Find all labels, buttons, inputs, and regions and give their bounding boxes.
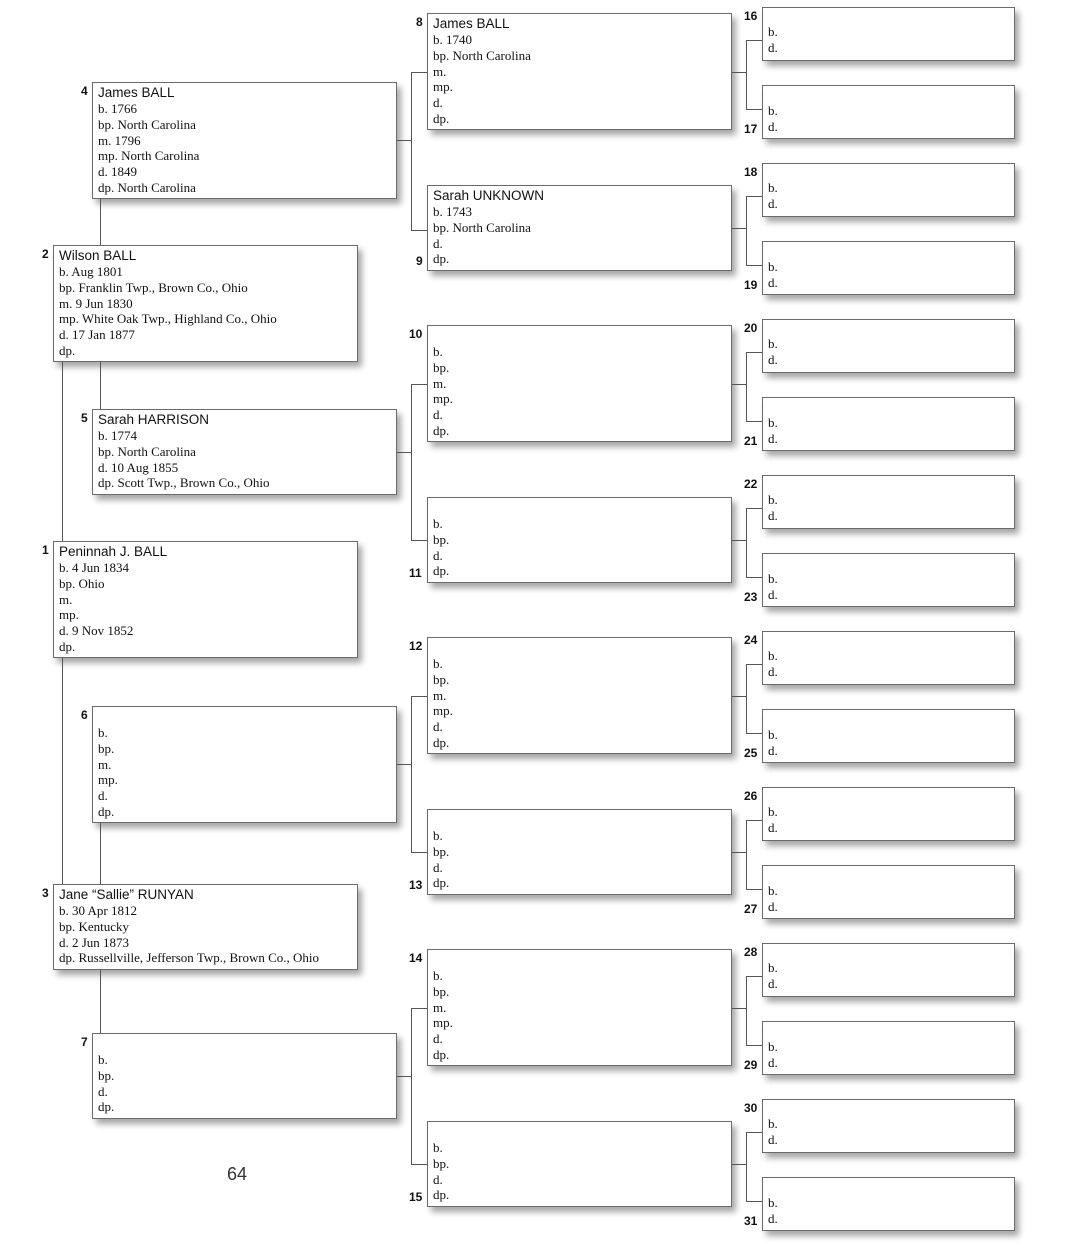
person-number-22: 22 [744, 477, 758, 491]
connector-line [411, 852, 427, 853]
connector-line [746, 352, 762, 353]
person-detail-line: d. [768, 1210, 778, 1226]
person-box-3 [53, 884, 358, 970]
person-detail-line: d. [433, 235, 443, 251]
page-number: 64 [227, 1164, 248, 1184]
connector-line [746, 109, 762, 110]
person-number-7: 7 [81, 1035, 88, 1049]
connector-line [411, 696, 412, 852]
person-detail-line: mp. [433, 1015, 453, 1031]
person-detail-line: bp. [433, 671, 450, 687]
connector-line [411, 540, 427, 541]
person-detail-line: d. [768, 507, 778, 523]
person-detail-line: dp. [433, 734, 450, 750]
connector-line [100, 362, 101, 409]
person-detail-line: bp. [433, 531, 450, 547]
person-number-11: 11 [409, 566, 422, 580]
person-detail-line: dp. [433, 110, 450, 126]
person-box-25 [762, 709, 1015, 763]
connector-line [746, 664, 747, 733]
person-detail-line: mp. [433, 79, 453, 95]
person-box-21 [762, 397, 1015, 451]
person-detail-line: b. [768, 804, 778, 819]
connector-line [397, 764, 411, 765]
person-detail-line: dp. Scott Twp., Brown Co., Ohio [98, 475, 270, 491]
person-box-27 [762, 865, 1015, 919]
person-box-17 [762, 85, 1015, 139]
connector-line [746, 265, 762, 266]
person-box-14 [427, 949, 732, 1066]
person-box-6 [92, 706, 397, 823]
person-box-13 [427, 809, 732, 895]
connector-line [411, 1164, 427, 1165]
person-number-10: 10 [409, 327, 423, 341]
person-detail-line: b. [433, 516, 443, 531]
person-detail-line: dp. [59, 342, 76, 358]
person-detail-line: dp. [98, 803, 115, 819]
person-detail-line: d. [433, 95, 443, 111]
person-box-8 [427, 13, 732, 130]
connector-line [397, 140, 411, 141]
person-detail-line: b. [768, 727, 778, 742]
person-box-15 [427, 1121, 732, 1207]
person-detail-line: d. [768, 351, 778, 367]
person-name: Peninnah J. BALL [59, 544, 168, 559]
person-detail-line: d. [768, 430, 778, 446]
person-detail-line: b. [433, 968, 443, 983]
person-number-27: 27 [744, 902, 758, 916]
connector-line [100, 823, 101, 884]
person-number-21: 21 [744, 434, 758, 448]
person-number-24: 24 [744, 633, 758, 647]
person-box-18 [762, 163, 1015, 217]
person-detail-line: d. [768, 663, 778, 679]
person-name: Sarah HARRISON [98, 412, 210, 427]
person-detail-line: d. [433, 1171, 443, 1187]
person-number-12: 12 [409, 639, 423, 653]
connector-line [746, 508, 762, 509]
connector-line [411, 1008, 427, 1009]
connector-line [746, 421, 762, 422]
person-box-12 [427, 637, 732, 754]
person-box-31 [762, 1177, 1015, 1231]
person-detail-line: b. [433, 1140, 443, 1155]
person-detail-line: bp. Ohio [59, 575, 105, 591]
person-detail-line: dp. [98, 1099, 115, 1115]
person-box-4 [92, 82, 397, 199]
person-detail-line: bp. [433, 359, 450, 375]
person-name: Sarah UNKNOWN [433, 188, 545, 203]
person-number-2: 2 [42, 247, 49, 261]
person-detail-line: d. [433, 719, 443, 735]
connector-line [746, 976, 762, 977]
person-detail-line: b. [768, 883, 778, 898]
person-box-20 [762, 319, 1015, 373]
person-detail-line: d. [768, 195, 778, 211]
person-detail-line: b. [768, 1039, 778, 1054]
connector-line [411, 72, 427, 73]
person-detail-line: bp. Franklin Twp., Brown Co., Ohio [59, 279, 248, 295]
connector-line [746, 976, 747, 1045]
person-detail-line: d. [768, 819, 778, 835]
person-detail-line: d. 2 Jun 1873 [59, 934, 130, 950]
person-name: James BALL [98, 85, 175, 100]
person-detail-line: dp. [433, 1187, 450, 1203]
connector-line [746, 577, 762, 578]
person-number-20: 20 [744, 321, 758, 335]
connector-line [732, 852, 746, 853]
connector-line [62, 658, 63, 884]
person-number-16: 16 [744, 9, 758, 23]
person-detail-line: b. [98, 725, 108, 740]
person-detail-line: d. [433, 547, 443, 563]
person-detail-line: b. [768, 648, 778, 663]
connector-line [411, 230, 427, 231]
person-detail-line: bp. [433, 983, 450, 999]
person-box-29 [762, 1021, 1015, 1075]
person-detail-line: b. [768, 336, 778, 351]
person-box-26 [762, 787, 1015, 841]
person-detail-line: b. [98, 1052, 108, 1067]
person-detail-line: m. [98, 756, 112, 772]
person-number-8: 8 [416, 15, 423, 29]
person-detail-line: d. 1849 [98, 164, 137, 180]
person-number-15: 15 [409, 1190, 423, 1204]
person-detail-line: d. [768, 742, 778, 758]
person-detail-line: mp. [433, 391, 453, 407]
person-detail-line: mp. North Carolina [98, 148, 200, 164]
person-number-9: 9 [416, 254, 423, 268]
connector-line [746, 40, 762, 41]
person-box-10 [427, 325, 732, 442]
person-number-23: 23 [744, 590, 758, 604]
person-detail-line: d. [433, 1031, 443, 1047]
connector-line [746, 820, 747, 889]
person-box-22 [762, 475, 1015, 529]
connector-line [62, 362, 63, 541]
person-name: Jane “Sallie” RUNYAN [59, 887, 194, 902]
person-detail-line: m. [433, 687, 447, 703]
person-detail-line: bp. [433, 843, 450, 859]
person-detail-line: d. [768, 1054, 778, 1070]
person-detail-line: d. 10 Aug 1855 [98, 459, 179, 475]
person-box-7 [92, 1033, 397, 1119]
person-detail-line: b. [768, 180, 778, 195]
person-detail-line: mp. White Oak Twp., Highland Co., Ohio [59, 311, 277, 327]
person-number-1: 1 [42, 543, 49, 557]
person-detail-line: d. 17 Jan 1877 [59, 327, 135, 343]
person-detail-line: b. [768, 1116, 778, 1131]
person-detail-line: d. [768, 975, 778, 991]
connector-line [411, 384, 412, 540]
person-detail-line: m. 9 Jun 1830 [59, 295, 133, 311]
connector-line [411, 72, 412, 230]
person-number-19: 19 [744, 278, 758, 292]
person-detail-line: bp. Kentucky [59, 918, 130, 934]
person-box-19 [762, 241, 1015, 295]
person-name: James BALL [433, 16, 510, 31]
person-detail-line: b. 4 Jun 1834 [59, 560, 130, 575]
connector-line [746, 196, 747, 265]
person-detail-line: b. 1740 [433, 32, 472, 47]
person-number-14: 14 [409, 951, 423, 965]
connector-line [746, 352, 747, 421]
person-box-9 [427, 185, 732, 271]
connector-line [746, 820, 762, 821]
person-number-17: 17 [744, 122, 758, 136]
person-detail-line: b. 1774 [98, 428, 137, 443]
person-detail-line: bp. [433, 1155, 450, 1171]
connector-line [746, 1045, 762, 1046]
person-detail-line: b. [768, 571, 778, 586]
person-number-28: 28 [744, 945, 758, 959]
person-number-30: 30 [744, 1101, 758, 1115]
person-detail-line: d. [768, 118, 778, 134]
person-detail-line: dp. [433, 1046, 450, 1062]
person-detail-line: b. [433, 828, 443, 843]
connector-line [100, 970, 101, 1033]
person-detail-line: b. 1743 [433, 204, 472, 219]
person-detail-line: b. [768, 259, 778, 274]
person-box-24 [762, 631, 1015, 685]
person-name: Wilson BALL [59, 248, 137, 263]
connector-line [732, 1008, 746, 1009]
person-number-3: 3 [42, 886, 49, 900]
connector-line [397, 1076, 411, 1077]
person-box-28 [762, 943, 1015, 997]
person-detail-line: d. [768, 898, 778, 914]
person-detail-line: mp. [98, 772, 118, 788]
person-detail-line: d. [433, 407, 443, 423]
person-number-26: 26 [744, 789, 758, 803]
person-detail-line: b. [768, 103, 778, 118]
person-box-16 [762, 7, 1015, 61]
person-detail-line: dp. [433, 251, 450, 267]
person-box-1 [53, 541, 358, 658]
person-detail-line: bp. North Carolina [98, 116, 196, 132]
connector-line [746, 889, 762, 890]
person-detail-line: m. 1796 [98, 132, 141, 148]
connector-line [411, 384, 427, 385]
connector-line [732, 1164, 746, 1165]
person-detail-line: mp. [59, 607, 79, 623]
person-detail-line: b. 1766 [98, 101, 137, 116]
connector-line [100, 199, 101, 245]
person-detail-line: m. [433, 63, 447, 79]
person-number-31: 31 [744, 1214, 758, 1228]
connector-line [746, 40, 747, 109]
person-detail-line: b. 30 Apr 1812 [59, 903, 137, 918]
person-detail-line: mp. [433, 703, 453, 719]
person-detail-line: bp. North Carolina [433, 47, 531, 63]
person-detail-line: d. [433, 859, 443, 875]
person-detail-line: b. Aug 1801 [59, 264, 123, 279]
connector-line [732, 384, 746, 385]
person-detail-line: b. [768, 960, 778, 975]
person-detail-line: dp. North Carolina [98, 179, 196, 195]
person-detail-line: dp. [433, 563, 450, 579]
connector-line [397, 452, 411, 453]
connector-line [746, 196, 762, 197]
person-detail-line: d. 9 Nov 1852 [59, 623, 134, 639]
connector-line [732, 696, 746, 697]
person-detail-line: dp. Russellville, Jefferson Twp., Brown Co., Ohio [59, 950, 320, 966]
connector-line [411, 696, 427, 697]
connector-line [732, 540, 746, 541]
person-number-5: 5 [81, 411, 88, 425]
person-detail-line: b. [433, 344, 443, 359]
person-box-5 [92, 409, 397, 495]
connector-line [746, 664, 762, 665]
connector-line [746, 733, 762, 734]
person-detail-line: b. [768, 1195, 778, 1210]
person-number-29: 29 [744, 1058, 758, 1072]
connector-line [732, 72, 746, 73]
person-detail-line: b. [433, 656, 443, 671]
person-number-18: 18 [744, 165, 758, 179]
person-detail-line: m. [433, 375, 447, 391]
person-detail-line: d. [768, 274, 778, 290]
person-detail-line: b. [768, 492, 778, 507]
person-detail-line: dp. [59, 638, 76, 654]
person-box-2 [53, 245, 358, 362]
person-detail-line: dp. [433, 422, 450, 438]
person-detail-line: d. [98, 1083, 108, 1099]
person-detail-line: b. [768, 415, 778, 430]
person-detail-line: b. [768, 24, 778, 39]
connector-line [746, 1201, 762, 1202]
connector-line [732, 228, 746, 229]
person-detail-line: bp. [98, 740, 115, 756]
person-box-23 [762, 553, 1015, 607]
person-number-4: 4 [81, 84, 88, 98]
connector-line [746, 1132, 762, 1133]
connector-line [746, 1132, 747, 1201]
person-detail-line: d. [768, 1131, 778, 1147]
person-detail-line: bp. North Carolina [433, 219, 531, 235]
person-detail-line: bp. [98, 1067, 115, 1083]
person-detail-line: dp. [433, 875, 450, 891]
person-detail-line: d. [768, 586, 778, 602]
person-detail-line: d. [98, 788, 108, 804]
person-box-11 [427, 497, 732, 583]
person-number-25: 25 [744, 746, 758, 760]
person-detail-line: m. [433, 999, 447, 1015]
person-detail-line: d. [768, 39, 778, 55]
person-detail-line: m. [59, 591, 73, 607]
person-box-30 [762, 1099, 1015, 1153]
connector-line [746, 508, 747, 577]
person-number-13: 13 [409, 878, 423, 892]
person-detail-line: bp. North Carolina [98, 443, 196, 459]
connector-line [411, 1008, 412, 1164]
person-number-6: 6 [81, 708, 88, 722]
